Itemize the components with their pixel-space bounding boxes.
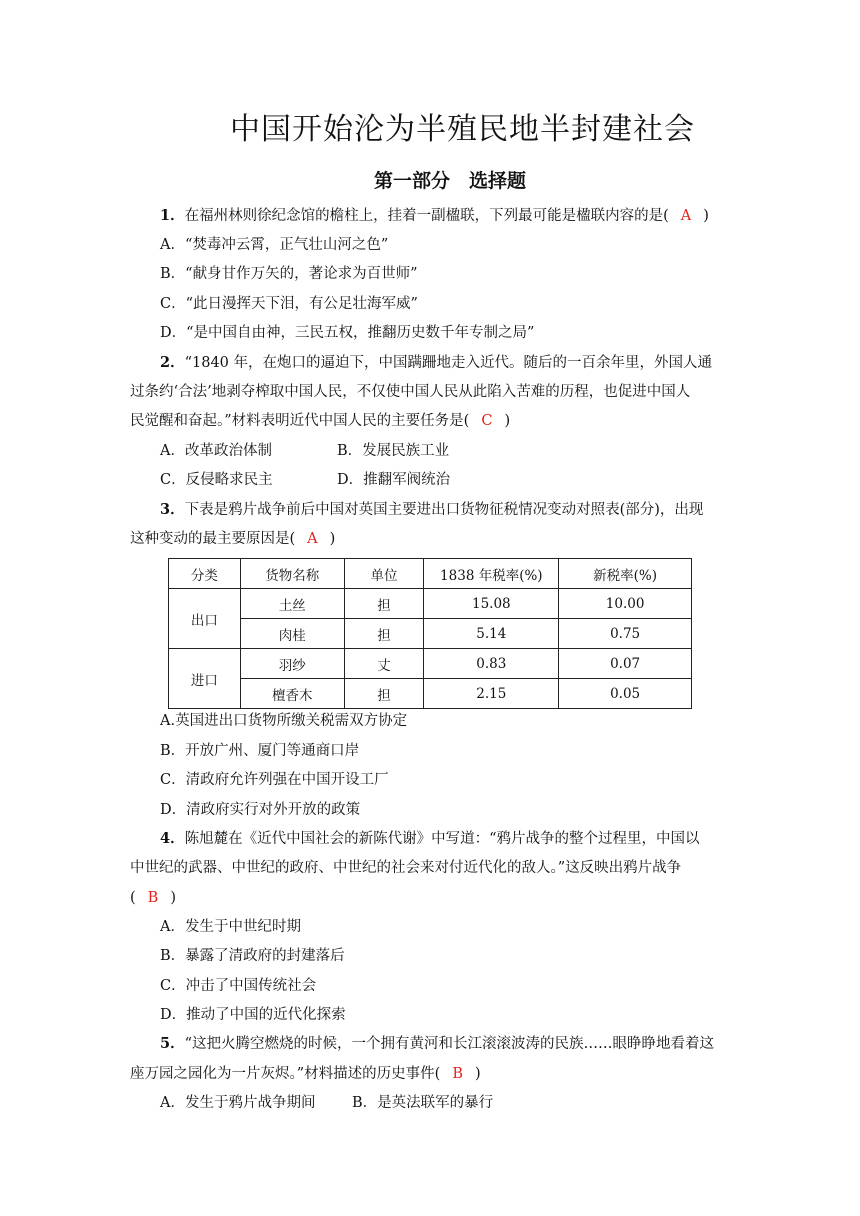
question-4-line-2: 中世纪的武器、中世纪的政府、中世纪的社会来对付近代化的敌人。”这反映出鸦片战争 — [130, 860, 682, 876]
page-title: 中国开始沦为半殖民地半封建社会 — [230, 112, 695, 147]
table-category-cell: 出口 — [169, 589, 241, 649]
question-2-line-2: 过条约‘合法’地剥夺榨取中国人民，不仅使中国人民从此陷入苦难的历程，也促进中国人 — [130, 384, 691, 400]
question-3-option-d: D．清政府实行对外开放的政策 — [160, 802, 361, 818]
table-cell: 丈 — [344, 649, 424, 679]
question-3-line-2: 这种变动的最主要原因是( A ) — [130, 531, 336, 547]
table-cell: 担 — [344, 589, 424, 619]
table-cell: 肉桂 — [240, 619, 344, 649]
question-4-line-3: ( B ) — [130, 890, 176, 906]
table-header-cell: 分类 — [169, 559, 241, 589]
question-2-option-d: D．推翻军阀统治 — [337, 472, 451, 488]
question-4-answer: B — [147, 890, 159, 906]
table-cell: 担 — [344, 619, 424, 649]
question-3-option-b: B．开放广州、厦门等通商口岸 — [160, 743, 360, 759]
question-4-option-a: A．发生于中世纪时期 — [160, 919, 301, 935]
question-4-option-d: D．推动了中国的近代化探索 — [160, 1007, 346, 1023]
table-cell: 担 — [344, 679, 424, 709]
tax-rate-table — [168, 558, 692, 709]
question-2-line-3: 民觉醒和奋起。”材料表明近代中国人民的主要任务是( C ) — [130, 413, 511, 429]
table-header-cell: 新税率(%) — [559, 559, 692, 589]
question-5-line-1: 5．“这把火腾空燃烧的时候，一个拥有黄河和长江滚滚波涛的民族……眼睁睁地看着这 — [160, 1035, 715, 1052]
table-row — [169, 679, 692, 709]
table-cell: 土丝 — [240, 589, 344, 619]
table-row — [169, 649, 692, 679]
table-header-row — [169, 559, 692, 589]
question-4-line-1: 4．陈旭麓在《近代中国社会的新陈代谢》中写道：“鸦片战争的整个过程里，中国以 — [160, 830, 700, 847]
table-cell: 5.14 — [424, 619, 559, 649]
question-3-answer: A — [307, 531, 318, 547]
table-cell: 0.83 — [424, 649, 559, 679]
table-cell: 10.00 — [559, 589, 692, 619]
table-row — [169, 589, 692, 619]
table-cell: 0.05 — [559, 679, 692, 709]
table-cell: 0.07 — [559, 649, 692, 679]
question-3-option-a: A.英国进出口货物所缴关税需双方协定 — [160, 713, 408, 729]
question-4-option-c: C．冲击了中国传统社会 — [160, 978, 317, 994]
table-header-cell: 1838 年税率(%) — [424, 559, 559, 589]
question-2-option-b: B．发展民族工业 — [337, 443, 450, 459]
question-2-option-c: C．反侵略求民主 — [160, 472, 273, 488]
question-1-option-d: D．“是中国自由神，三民五权，推翻历史数千年专制之局” — [160, 325, 535, 341]
question-2-answer: C — [481, 413, 493, 429]
table-cell: 15.08 — [424, 589, 559, 619]
question-2-line-1: 2．“1840 年，在炮口的逼迫下，中国蹒跚地走入近代。随后的一百余年里，外国人通 — [160, 354, 713, 371]
table-header-cell: 单位 — [344, 559, 424, 589]
table-cell: 2.15 — [424, 679, 559, 709]
question-3-line-1: 3．下表是鸦片战争前后中国对英国主要进出口货物征税情况变动对照表(部分)，出现 — [160, 501, 704, 518]
section-heading: 第一部分 选择题 — [373, 170, 526, 192]
question-5-answer: B — [452, 1066, 463, 1082]
question-3-option-c: C．清政府允许列强在中国开设工厂 — [160, 772, 389, 788]
question-1-option-b: B．“献身甘作万矢的，著论求为百世师” — [160, 266, 418, 282]
table-cell: 羽纱 — [240, 649, 344, 679]
table-header-cell: 货物名称 — [240, 559, 344, 589]
table-row — [169, 619, 692, 649]
table-cell: 0.75 — [559, 619, 692, 649]
table-category-cell: 进口 — [169, 649, 241, 709]
question-4-option-b: B．暴露了清政府的封建落后 — [160, 948, 345, 964]
question-1-stem: 1．在福州林则徐纪念馆的檐柱上，挂着一副楹联，下列最可能是楹联内容的是( A ) — [160, 207, 709, 224]
table-cell: 檀香木 — [240, 679, 344, 709]
question-1-answer: A — [680, 208, 692, 224]
question-1-option-c: C．“此日漫挥天下泪，有公足壮海军威” — [160, 296, 418, 312]
question-5-option-b: B．是英法联军的暴行 — [352, 1095, 494, 1111]
question-2-option-a: A．改革政治体制 — [160, 443, 272, 459]
question-5-option-a: A．发生于鸦片战争期间 — [160, 1095, 316, 1111]
question-1-option-a: A．“焚毒冲云霄，正气壮山河之色” — [160, 237, 389, 253]
question-5-line-2: 座万园之园化为一片灰烬。”材料描述的历史事件( B ) — [130, 1066, 481, 1082]
